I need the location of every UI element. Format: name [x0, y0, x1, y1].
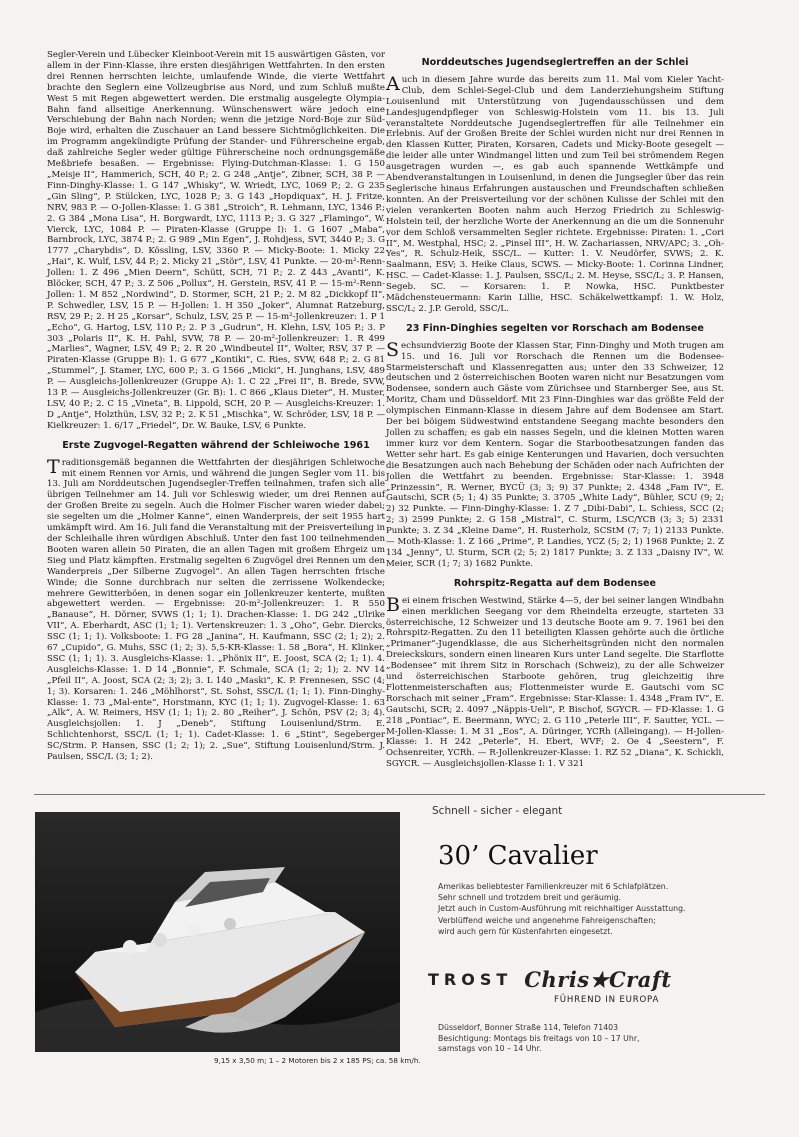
- ad-model-name: 30’ Cavalier: [438, 841, 598, 871]
- ad-tagline: Schnell - sicher - elegant: [432, 805, 563, 817]
- article-heading-jugendsegler: Norddeutsches Jugendseglertreffen an der Schlei: [421, 57, 689, 68]
- article-heading-rohrspitz: Rohrspitz-Regatta auf dem Bodensee: [453, 577, 657, 589]
- advertisement: [428, 805, 778, 1055]
- address-line: samstags von 10 – 14 Uhr.: [438, 1044, 542, 1054]
- brand-subtitle: FÜHREND IN EUROPA: [554, 995, 660, 1006]
- article-body-finn-dinghies: Sechsundvierzig Boote der Klassen Star, Finn-Dinghy und Moth trugen am 15. und 16. Juli vor Rorschach die Rennen um die Bodensee-Starmeisterschaft und Klassenregatten aus; unter den 33 Schweizer, 12 deutschen und 2 österreichischen Booten waren nicht nur Besatzungen vom Bodensee, sondern auch Gäste vom Zürichsee und Starnberger See, aus St. Moritz, Cham und Düsseldorf. Mit 23 Finn-Dinghies war das größte Feld der olympischen Einmann-Klasse in diesem Jahre auf dem Bodensee am Start. Der bei böigem Südwestwind entstandene Seegang machte besonders den Jollen zu schaffen; es gab ein nasses Segeln, und die kleinen Motten waren immer kurz vor dem Kentern. Sogar die Starbootbesatzungen fanden das Wetter sehr hart. Es gab einige Kenterungen und Havarien, doch versuchten die Besatzungen auch nach Behebung der Schäden oder nach Aufrichten der Jollen die Wettfahrt zu beenden. Ergebnisse: Star-Klasse: 1. 3948 „Prinzessin“, R. Werner, BYCÜ (3; 3; 9) 37 Punkte; 2. 4348 „Fam IV“, E. Gautschi, SCR (5; 1; 4) 35 Punkte; 3. 3705 „White Lady“, Bühler, SCU (9; 2; 2) 32 Punkte. — Finn-Dinghy-Klasse: 1. Z 7 „Dibi-Dabi“, L. Schiess, SCC (2; 2; 3) 2599 Punkte; 2. G 158 „Mistral“, C. Sturm, LSC/YCB (3; 3; 5) 2331 Punkte; 3. Z 34 „Kleine Dame“, H. Rusterholz, SCStM (7; 7; 1) 2133 Punkte. — Moth-Klasse: 1. Z 166 „Prime“, P. Landies, YCZ (5; 2; 1) 1968 Punkte; 2. Z 134 „Jenny“, U. Sturm, SCR (2; 5; 2) 1817 Punkte; 3. Z 133 „Daisny IV“, W. Meier, SCR (1; 7; 3) 1682 Punkte.: [386, 338, 724, 569]
- address-line: Düsseldorf, Bonner Straße 114, Telefon 71403: [438, 1023, 619, 1033]
- ad-line: Verblüffend weiche und angenehme Fahreigenschaften;: [438, 915, 656, 925]
- address-line: Besichtigung: Montags bis freitags von 10 – 17 Uhr,: [438, 1033, 640, 1043]
- article-body-jugendsegler: Auch in diesem Jahre wurde das bereits zum 11. Mal vom Kieler Yacht-Club, dem Schlei-Segel-Club und dem Landerziehungsheim Stiftung Louisenlund mit Unterstützung von Jugendausschüssen und dem Landesjugendpfleger von Schleswig-Holstein vom 11. bis 13. Juli veranstaltete Norddeutsche Jugendseglertreffen für alle Teilnehmer ein Erlebnis. Auf der Großen Breite der Schlei wurden nicht nur drei Rennen in den Klassen Kutter, Piraten, Korsaren, Cadets und Micky-Boote gesegelt — die leider alle unter Windmangel litten und zum Teil bei strömendem Regen ausgetragen wurden —, es gab auch spannende Wettkämpfe und Abendveranstaltungen in Louisenlund, in denen die Jungsegler über das rein Seglerische hinaus Erfahrungen austauschen und Freundschaften schließen konnten. An der Preisverteilung vor der schönen Kulisse der Schlei mit den vielen verankerten Booten nahm auch Herzog Friedrich zu Schleswig-Holstein teil, der herzliche Worte der Anerkennung an die um die Sonnenuhr vor dem Schloß versammelten Segler richtete. Ergebnisse: Piraten: 1. „Cori II“, M. Westphal, HSC; 2. „Pinsel III“, H. W. Zachariassen, NRV/APC; 3. „Oh-Yes“, R. Schulz-Heik, SSC/L. — Kutter: 1. V. Neudörfer, SVWS; 2. K. Saalmann, ESV; 3. Heike Claus, SCWS. — Micky-Boote: 1. Corinna Lindner, HSC. — Cadet-Klasse: 1. J. Paulsen, SSC/L; 2. M. Heyse, SSC/L; 3. P. Hansen, Segeb. SC. — Korsaren: 1. P. Nowka, HSC. Punktbester Mädchensteuermann: Karin Lillie, HSC. Schäkelwettkampf: 1. W. Holz, SSC/L; 2. J.P. Gerold, SSC/L.: [386, 72, 724, 314]
- boat-specs-caption: 9,15 x 3,50 m; 1 – 2 Motoren bis 2 x 185 PS; ca. 58 km/h.: [214, 1056, 421, 1065]
- boat-photo: [35, 812, 400, 1052]
- ad-description: [438, 881, 778, 937]
- ad-line: Amerikas beliebtester Familienkreuzer mit 6 Schlafplätzen.: [438, 882, 669, 891]
- ad-divider: [34, 794, 765, 795]
- brand-trost: TROST: [428, 970, 513, 990]
- ad-line: Jetzt auch in Custom-Ausführung mit reichhaltiger Ausstattung.: [438, 904, 686, 914]
- left-column: [47, 50, 385, 763]
- article-body-rohrspitz: Bei einem frischen Westwind, Stärke 4—5, der bei seiner langen Windbahn einen merklichen Seegang vor dem Rheindelta erzeugte, starteten 33 österreichische, 12 Schweizer und 13 deutsche Boote am 9. 7. 1961 bei den Rohrspitz-Regatten. Zu den 11 beteiligten Klassen gehörte auch die örtliche „Primaner“-Jugendklasse, die aus Sicherheitsgründen nicht den normalen Dreieckskurs, sondern einen linearen Kurs unter Land segelte. Die Starflotte „Bodensee“ mit ihrem Sitz in Rorschach (Schweiz), zu der alle Schweizer und österreichischen Starboote gehören, trug gleichzeitig ihre Flottenmeisterschaften aus; Flottenmeister wurde E. Gautschi vom SC Rorschach mit seiner „Fram“. Ergebnisse: Star-Klasse: 1. 4348 „Fram IV“, E. Gautschi, SCR; 2. 4097 „Näppis-Ueli“, P. Bischof, SGYCR. — FD-Klasse: 1. G 218 „Pontiac“, E. Beermann, WYC; 2. G 110 „Peterle III“, F. Sautter, YCL. — M-Jollen-Klasse: 1. M 31 „Eos“, A. Düringer, YCRh (Alleingang). — H-Jollen-Klasse: 1. H 242 „Peterle“, H. Ebert, WVF; 2. Oe 4 „Seestern“, F. Ochsenreiter, YCRh. — R-Jollenkreuzer-Klasse: 1. RZ 52 „Diana“, K. Schickli, SGYCR. — Ausgleichsjollen-Klasse I: 1. V 321: [386, 593, 724, 770]
- ad-line: Sehr schnell und trotzdem breit und geräumig.: [438, 893, 622, 903]
- article-body-zugvogel: Traditionsgemäß begannen die Wettfahrten der diesjährigen Schleiwoche mit einem Rennen vor Arnis, und während die jungen Segler vom 11. bis 13. Juli am Norddeutschen Jugendsegler-Treffen teilnahmen, trafen sich alle übrigen Teilnehmer am 14. Juli vor Schleswig wieder, um drei Rennen auf der Großen Breite zu segeln. Auch die Holmer Fischer waren wieder dabei; sie segelten um die „Holmer Kanne“, einen Wanderpreis, der seit 1955 hart umkämpft wird. Am 16. Juli fand die Veranstaltung mit der Preisverteilung in der Schleihalle ihren würdigen Abschluß. Unter den fast 100 teilnehmenden Booten waren allein 50 Piraten, die an allen Tagen mit großem Ehrgeiz um Sieg und Platz kämpften. Erstmalig segelten 6 Zugvögel drei Rennen um den Wanderpreis „Der Silberne Zugvogel“. An allen Tagen herrschten frische Winde; die Sonne durchbrach nur selten die zerrissene Wolkendecke; mehrere Gewitterböen, in denen sogar ein Jollenkreuzer kenterte, mußten abgewettert werden. — Ergebnisse: 20-m²-Jollenkreuzer: 1. R 550 „Banause“, H. Dörner, SVWS (1; 1; 1). Drachen-Klasse: 1. DG 242 „Ulrike VII“, A. Eberhardt, ASC (1; 1; 1). Vertenskreuzer: 1. 3 „Oho“, Gebr. Diercks, SSC (1; 1; 1). Volksboote: 1. FG 28 „Janina“, H. Kaufmann, SSC (2; 1; 2); 2. 67 „Cupido“, G. Muhs, SSC (1; 2; 3). 5,5-KR-Klasse: 1. 58 „Bora“, H. Klinker, SSC (1; 1; 1). 3. Ausgleichs-Klasse: 1. „Phönix II“, E. Joost, SCA (2; 1; 1). 4. Ausgleichs-Klasse: 1. D 14 „Bonnie“, F. Schmale, SCA (1; 2; 1); 2. NV 14 „Pfeil II“, A. Joost, SCA (2; 3; 2); 3. L 140 „Maski“, K. P. Frennesen, SSC (4; 1; 3). Korsaren: 1. 246 „Möhlhorst“, St. Sohst, SSC/L (1; 1; 1). Finn-Dinghy-Klasse: 1. 73 „Mal-ente“, Horstmann, KYC (1; 1; 1). Zugvogel-Klasse: 1. 63 „Alk“, A. W. Reimers, HSV (1; 1; 1); 2. 80 „Reiher“, J. Schön, PSV (2; 3; 4). Ausgleichsjollen: 1. J „Deneb“, Stiftung Louisenlund/Strm. E. Schlichtenhorst, SSC/L (1; 1; 1). Cadet-Klasse: 1. 6 „Stint“, Segeberger SC/Strm. P. Hansen, SSC (1; 2; 1); 2. „Sue“, Stiftung Louisenlund/Strm. J. Paulsen, SSC/L (3; 1; 2).: [47, 455, 385, 763]
- article-heading-zugvogel: Erste Zugvogel-Regatten während der Schleiwoche 1961: [62, 439, 370, 451]
- dealer-address: [438, 1023, 778, 1055]
- article-heading-finn-dinghies: 23 Finn-Dinghies segelten vor Rorschach am Bodensee: [406, 322, 704, 334]
- motorboat-illustration: [35, 812, 400, 1052]
- chris-craft-logo: Chris★Craft: [524, 967, 672, 993]
- intro-paragraph: Segler-Verein und Lübecker Kleinboot-Verein mit 15 auswärtigen Gästen, vor allem in der Finn-Klasse, ihre ersten diesjährigen Wettfahrten. In den ersten drei Rennen herrschten leichte, umlaufende Winde, die vierte Wettfahrt brachte den Seglern eine Vollzeugbrise aus Nord, und zum Schluß mußte West 5 mit Regen abgewettert werden. Die erstmalig ausgelegte Olympia-Bahn fand allseitige Anerkennung. Wünschenswert wäre jedoch eine Verschiebung der Bahn nach Norden; wenn die jetzige Nord-Boje zur Süd-Boje wird, erhalten die Zuschauer an Land bessere Sichtmöglichkeiten. Die im Programm angekündigte Prüfung der Stander- und Führerscheine ergab, daß zahlreiche Segler weder gültige Führerscheine noch ordnungsgemäße Meßbriefe besaßen. — Ergebnisse: Flying-Dutchman-Klasse: 1. G 150 „Meisje II“, Hammerich, SCH, 40 P.; 2. G 248 „Antje“, Zibner, SCH, 38 P. — Finn-Dinghy-Klasse: 1. G 147 „Whisky“, W. Wriedt, LYC, 1069 P.; 2. G 235 „Gin Sling“, P. Stülcken, LYC, 1028 P.; 3. G 143 „Hopdiquax“, H. J. Fritze, NRV, 983 P. — O-Jollen-Klasse: 1. G 381 „Stroich“, R. Lehmann, LYC, 1346 P.; 2. G 384 „Mona Lisa“, H. Borgwardt, LYC, 1113 P.; 3. G 327 „Flamingo“, W. Vierck, LYC, 1084 P. — Piraten-Klasse (Gruppe I): 1. G 1607 „Maba“, Barnbrock, LYC, 3874 P.; 2. G 989 „Min Egen“, J. Rohdjess, SVT, 3440 P.; 3. G 1777 „Charybdis“, D. Kössling, LSV, 3360 P. — Micky-Boote: 1. Micky 22 „Hai“, K. Wulf, LSV, 44 P.; 2. Micky 21 „Stör“, LSV, 41 Punkte. — 20-m²-Renn-Jollen: 1. Z 496 „Mien Deern“, Schütt, SCH, 71 P.; 2. Z 443 „Avanti“, K. Blöcker, SCH, 47 P.; 3. Z 506 „Pollux“, H. Gerstein, RSV, 41 P. — 15-m²-Renn-Jollen: 1. M 852 „Nordwind“, D. Stormer, SCH, 21 P.; 2. M 82 „Dickkopf II“, P. Schwedler, LSV, 15 P. — H-Jollen: 1. H 350 „Joker“, Alumnat Ratzeburg, RSV, 29 P.; 2. H 25 „Korsar“, Schulz, LSV, 25 P. — 15-m²-Jollenkreuzer: 1. P 1 „Echo“, G. Hartog, LSV, 110 P.; 2. P 3 „Gudrun“, H. Klehn, LSV, 105 P.; 3. P 303 „Polaris II“, K. H. Pahl, SVW, 78 P. — 20-m²-Jollenkreuzer: 1. R 499 „Marlies“, Wagner, LSV, 49 P.; 2. R 20 „Windbeutel II“, Wolter, RSV, 37 P. — Piraten-Klasse (Gruppe B): 1. G 677 „Kontiki“, C. Ries, SVW, 648 P.; 2. G 81 „Stummel“, J. Stamer, LYC, 600 P.; 3. G 1566 „Micki“, H. Junghans, LSV, 489 P. — Ausgleichs-Jollenkreuzer (Gruppe A): 1. C 22 „Frei II“, B. Brede, SVW, 13 P. — Ausgleichs-Jollenkreuzer (Gr. B): 1. C 866 „Klaus Dieter“, H. Muster, LSV, 40 P.; 2. C 15 „Vineta“, B. Lippold, SCH, 20 P. — Ausgleichs-Kreuzer: 1. D „Antje“, Holzthün, LSV, 32 P.; 2. K 51 „Mischka“, W. Schröder, LSV, 18 P. — Kielkreuzer: 1. 6/17 „Friedel“, Dr. W. Bauke, LSV, 6 Punkte.: [47, 50, 385, 431]
- ad-line: wird auch gern für Küstenfahrten eingesetzt.: [438, 926, 613, 936]
- right-column: [386, 58, 724, 770]
- brand-logo: [428, 967, 778, 992]
